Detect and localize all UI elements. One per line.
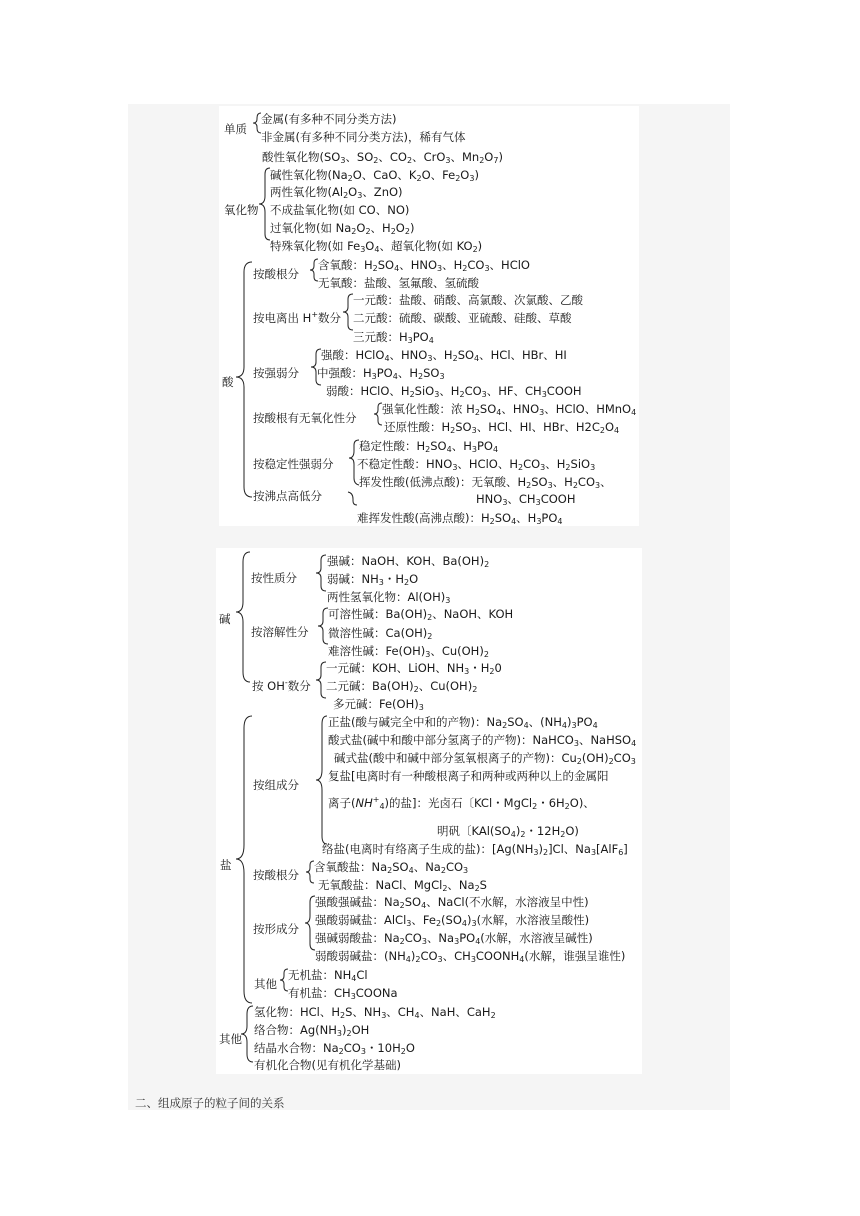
tree-node: 酸式盐(碱中和酸中部分氢离子的产物)：NaHCO$_3$、NaHSO$_4$: [328, 733, 637, 748]
tree-node: 单质: [224, 122, 247, 136]
tree-node: 弱酸弱碱盐：$(NH_4)_2CO_3$、$CH_3COONH_4$(水解，谁强呈谁性): [315, 949, 626, 964]
tree-node: 复盐[电离时有一种酸根离子和两种或两种以上的金属阳: [328, 769, 609, 783]
tree-node: 还原性酸：$H_2SO_3$、HCl、HI、HBr、$H2C_2O_4$: [384, 420, 620, 435]
tree-node: 中强酸：$H_3PO_4$、$H_2SO_3$: [317, 366, 445, 381]
tree-node: 二元酸：硫酸、碳酸、亚硫酸、硅酸、草酸: [353, 311, 572, 325]
tree-node: 无氧酸盐：NaCl、MgCl$_2$、$Na_2S$: [318, 878, 487, 893]
tree-node: 按组成分: [253, 778, 299, 792]
tree-node: 强碱弱酸盐：$Na_2CO_3$、$Na_3PO_4$(水解，水溶液呈碱性): [315, 931, 593, 946]
tree-node: 按强弱分: [253, 366, 299, 380]
tree-node: 不稳定性酸：$HNO_3$、HClO、$H_2CO_3$、$H_2SiO_3$: [357, 457, 596, 472]
tree-node: 按形成分: [253, 922, 299, 936]
tree-node: 碱性氧化物($Na_2O$、CaO、$K_2O$、$Fe_2O_3$): [270, 168, 479, 183]
tree-node: 碱: [219, 612, 231, 626]
tree-node: 两性氢氧化物：$Al(OH)_3$: [327, 590, 451, 605]
tree-node: 微溶性碱：$Ca(OH)_2$: [328, 626, 433, 641]
section-heading: 二、组成原子的粒子间的关系: [135, 1096, 285, 1110]
tree-node: 络合物：$Ag(NH_3)_2OH$: [254, 1023, 370, 1038]
tree-node: 二元碱：$Ba(OH)_2$、$Cu(OH)_2$: [326, 679, 478, 694]
tree-node: 正盐(酸与碱完全中和的产物)：$Na_2SO_4$、$(NH_4)_3PO_4$: [328, 715, 598, 730]
tree-node: 按沸点高低分: [253, 489, 322, 503]
tree-node: 过氧化物(如 $Na_2O_2$、$H_2O_2$): [270, 221, 415, 236]
tree-node: 含氧酸盐：$Na_2SO_4$、$Na_2CO_3$: [314, 860, 469, 875]
tree-node: 一元酸：盐酸、硝酸、高氯酸、次氯酸、乙酸: [353, 293, 583, 307]
tree-node: 无氧酸：盐酸、氢氟酸、氢硫酸: [318, 276, 479, 290]
tree-node: 强酸强碱盐：$Na_2SO_4$、NaCl(不水解，水溶液呈中性): [315, 895, 589, 910]
tree-node: 按酸根分: [253, 267, 299, 281]
tree-node: 按酸根有无氧化性分: [253, 411, 357, 425]
tree-node: 氢化物：HCl、$H_2S$、$NH_3$、$CH_4$、NaH、CaH$_2$: [254, 1005, 496, 1020]
tree-node: 弱碱：$NH_3$・$H_2O$: [327, 572, 419, 587]
tree-node: 稳定性酸：$H_2SO_4$、$H_3PO_4$: [359, 439, 499, 454]
tree-node: 结晶水合物：$Na_2CO_3$・$10H_2O$: [254, 1041, 415, 1056]
tree-node: 按性质分: [251, 571, 297, 585]
tree-node: 强氧化性酸：浓 $H_2SO_4$、$HNO_3$、HClO、HMnO$_4$: [382, 402, 637, 417]
tree-node: 含氧酸：$H_2SO_4$、$HNO_3$、$H_2CO_3$、HClO: [318, 258, 530, 273]
tree-node: 强酸：HClO$_4$、$HNO_3$、$H_2SO_4$、HCl、HBr、HI: [321, 348, 567, 363]
tree-node: 三元酸：$H_3PO_4$: [353, 330, 434, 345]
tree-node: 难挥发性酸(高沸点酸)：$H_2SO_4$、$H_3PO_4$: [357, 511, 563, 526]
tree-node: 特殊氧化物(如 $Fe_3O_4$、超氧化物(如 $KO_2$): [270, 239, 483, 254]
tree-node: 碱式盐(酸中和碱中部分氢氧根离子的产物)：$Cu_2(OH)_2CO_3$: [334, 751, 636, 766]
tree-node: 其他: [254, 977, 277, 991]
tree-node: 有机化合物(见有机化学基础): [254, 1058, 401, 1072]
tree-node: 弱酸：HClO、$H_2SiO_3$、$H_2CO_3$、HF、$CH_3COOH$: [326, 384, 582, 399]
tree-node: 强酸弱碱盐：AlCl$_3$、$Fe_2(SO_4)_3$(水解，水溶液呈酸性): [315, 913, 590, 928]
tree-node: 氧化物: [224, 203, 259, 217]
tree-node: 挥发性酸(低沸点酸)：无氧酸、$H_2SO_3$、$H_2CO_3$、: [359, 475, 612, 490]
tree-node: 其他: [219, 1032, 242, 1046]
tree-node: 不成盐氧化物(如 CO、NO): [270, 203, 410, 217]
tree-node: 一元碱：KOH、LiOH、$NH_3$・$H_20$: [326, 661, 502, 676]
tree-node: 强碱：NaOH、KOH、$Ba(OH)_2$: [327, 554, 490, 569]
tree-node: $HNO_3$、$CH_3COOH$: [476, 492, 576, 507]
tree-node: 按稳定性强弱分: [253, 457, 334, 471]
tree-node: 离子$(NH^+_4)$的盐]：光卤石〔KCl・MgCl$_2$・$6H_2O$)、: [328, 795, 595, 811]
tree-node: 金属(有多种不同分类方法): [261, 112, 397, 126]
tree-node: 盐: [220, 858, 232, 872]
tree-node: 难溶性碱：$Fe(OH)_3$、$Cu(OH)_2$: [328, 644, 489, 659]
tree-node: 无机盐：$NH_4Cl$: [288, 968, 368, 983]
tree-node: 按电离出 H+数分: [253, 310, 342, 325]
tree-node: 按溶解性分: [251, 625, 309, 639]
tree-node: 多元碱：$Fe(OH)_3$: [333, 697, 424, 712]
tree-node: 明矾〔$KAl(SO_4)_2$・$12H_2O$): [437, 824, 579, 839]
tree-node: 酸: [222, 375, 234, 389]
tree-node: 按酸根分: [253, 868, 299, 882]
tree-node: 有机盐：$CH_3COONa$: [288, 986, 398, 1001]
tree-node: 酸性氧化物($SO_3$、$SO_2$、$CO_2$、CrO$_3$、$Mn_2O_7$): [262, 150, 503, 165]
tree-node: 按 OH-数分: [252, 678, 311, 693]
tree-node: 络盐(电离时有络离子生成的盐)：$[Ag(NH_3)_2]Cl$、$Na_3[AlF_6]$: [322, 842, 628, 857]
tree-node: 两性氧化物($Al_2O_3$、ZnO): [270, 185, 403, 200]
tree-node: 可溶性碱：$Ba(OH)_2$、NaOH、KOH: [328, 607, 514, 622]
tree-node: 非金属(有多种不同分类方法)，稀有气体: [261, 130, 466, 144]
